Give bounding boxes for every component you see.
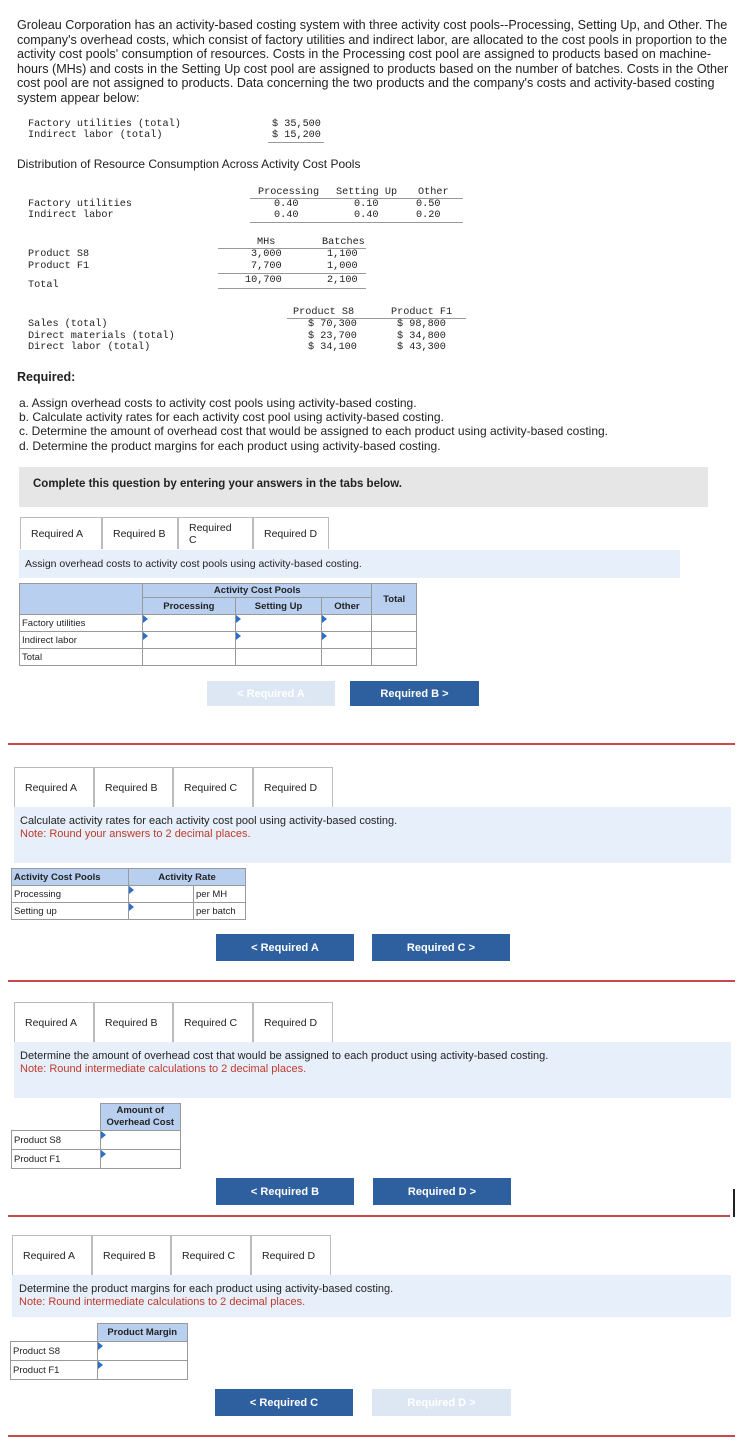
cell-total-setting-up xyxy=(235,649,322,666)
instruction-panel-d xyxy=(12,1275,731,1317)
scroll-edge-mark xyxy=(733,1189,735,1217)
table-c-row-label: Product S8 xyxy=(12,1131,101,1150)
act-cell: 1,100 xyxy=(327,249,358,260)
table-b-row-label: Setting up xyxy=(12,903,129,920)
table-c-row-label: Product F1 xyxy=(12,1150,101,1169)
dist-cell: 0.40 xyxy=(274,210,299,221)
instruction-text-b: Calculate activity rates for each activity cost pool using activity-based costing. xyxy=(20,815,398,827)
dist-cell: 0.40 xyxy=(274,199,299,210)
required-item-b: b. Calculate activity rates for each activity cost pool using activity-based costing. xyxy=(19,410,444,425)
input-labor-other[interactable] xyxy=(322,632,372,649)
dist-header-other: Other xyxy=(418,187,449,198)
table-a-row-label: Indirect labor xyxy=(20,632,143,649)
prev-button-d[interactable]: < Required C xyxy=(215,1389,353,1416)
prod-row-label: Direct materials (total) xyxy=(28,331,175,342)
required-item-d: d. Determine the product margins for each product using activity-based costing. xyxy=(19,438,441,453)
section-divider xyxy=(8,1435,735,1437)
totals-label-1: Factory utilities (total) xyxy=(28,119,181,130)
required-item-c: c. Determine the amount of overhead cost that would be assigned to each product using activity-based costing. xyxy=(19,424,609,439)
table-c-header-line1: Amount of xyxy=(116,1105,164,1116)
table-a-header-other: Other xyxy=(322,598,372,615)
prod-cell: $ 98,800 xyxy=(397,319,446,330)
act-cell: 3,000 xyxy=(251,249,282,260)
tab-required-c[interactable]: Required C xyxy=(173,1002,253,1042)
instruction-panel-a xyxy=(19,550,680,578)
input-labor-processing[interactable] xyxy=(143,632,236,649)
tab-row-c xyxy=(14,1002,333,1042)
tab-required-a[interactable]: Required A xyxy=(12,1235,92,1275)
input-overhead-f1[interactable] xyxy=(100,1150,181,1169)
prev-button-b[interactable]: < Required A xyxy=(216,934,354,961)
input-overhead-s8[interactable] xyxy=(100,1131,181,1150)
table-d-row-label: Product F1 xyxy=(11,1361,98,1380)
table-b-header-pools: Activity Cost Pools xyxy=(12,869,129,886)
distribution-title: Distribution of Resource Consumption Across Activity Cost Pools xyxy=(17,157,361,171)
section-divider xyxy=(8,1215,730,1217)
input-utilities-processing[interactable] xyxy=(143,615,236,632)
instructions-banner xyxy=(19,467,708,507)
table-a-corner xyxy=(20,584,143,615)
problem-intro: Groleau Corporation has an activity-based costing system with three activity cost pools--Processing, Setting Up, and Other. The company's overhead costs, which consist of factory utilities and indirect labor, are allocated to the cost pools in proportion to the activity cost pools' consumption of resources. Costs in the Processing cost pool are assigned to products based on machine-hours (MHs) and costs in the Setting Up cost pool are assigned to products based on the number of batches. Costs in the Other cost pool are not assigned to products. Data concerning the two products and the company's costs and activity-based costing system appear below: xyxy=(17,18,729,105)
input-margin-f1[interactable] xyxy=(97,1361,188,1380)
required-title: Required: xyxy=(17,370,76,384)
tab-required-d[interactable]: Required D xyxy=(253,1002,333,1042)
section-divider xyxy=(8,980,735,982)
table-a-header-setting-up: Setting Up xyxy=(235,598,322,615)
prod-header-f1: Product F1 xyxy=(391,307,453,318)
prev-button-c[interactable]: < Required B xyxy=(216,1178,354,1205)
dist-header-setting-up: Setting Up xyxy=(336,187,398,198)
instruction-panel-c xyxy=(14,1042,731,1098)
act-row-label: Total xyxy=(28,280,59,291)
act-cell: 2,100 xyxy=(327,275,358,286)
table-d xyxy=(10,1323,188,1380)
act-row-label: Product F1 xyxy=(28,261,90,272)
unit-per-mh: per MH xyxy=(194,886,246,903)
dist-cell: 0.20 xyxy=(416,210,441,221)
table-d-header: Product Margin xyxy=(97,1324,188,1342)
dist-cell: 0.50 xyxy=(416,199,441,210)
act-cell: 1,000 xyxy=(327,261,358,272)
prod-header-s8: Product S8 xyxy=(293,307,355,318)
totals-value-2: $ 15,200 xyxy=(272,130,321,141)
tab-required-d[interactable]: Required D xyxy=(253,517,329,549)
table-b-header-rate: Activity Rate xyxy=(129,869,246,886)
table-b-row-label: Processing xyxy=(12,886,129,903)
cell-labor-total xyxy=(372,632,417,649)
input-rate-processing[interactable] xyxy=(129,886,194,903)
tab-required-d[interactable]: Required D xyxy=(253,767,333,807)
cell-utilities-total xyxy=(372,615,417,632)
next-button-c[interactable]: Required D > xyxy=(373,1178,511,1205)
tab-required-c[interactable]: Required C xyxy=(173,767,253,807)
table-c-corner xyxy=(12,1104,101,1131)
tab-required-b[interactable]: Required B xyxy=(94,767,173,807)
tab-required-b[interactable]: Required B xyxy=(92,1235,171,1275)
table-a-header-processing: Processing xyxy=(143,598,236,615)
input-labor-setting-up[interactable] xyxy=(235,632,322,649)
prod-cell: $ 43,300 xyxy=(397,342,446,353)
act-cell: 7,700 xyxy=(251,261,282,272)
cell-total-other xyxy=(322,649,372,666)
prod-cell: $ 23,700 xyxy=(308,331,357,342)
tab-required-a[interactable]: Required A xyxy=(20,517,102,549)
table-a-header-total: Total xyxy=(372,584,417,615)
table-a-row-label: Total xyxy=(20,649,143,666)
table-a xyxy=(19,583,417,666)
cell-total-processing xyxy=(143,649,236,666)
instruction-text-d: Determine the product margins for each product using activity-based costing. xyxy=(19,1283,394,1295)
table-c-header xyxy=(100,1104,181,1131)
act-cell: 10,700 xyxy=(245,275,282,286)
table-a-row-label: Factory utilities xyxy=(20,615,143,632)
dist-cell: 0.40 xyxy=(354,210,379,221)
note-c: Note: Round intermediate calculations to 2 decimal places. xyxy=(20,1063,307,1075)
tab-row-b xyxy=(14,767,333,807)
tab-required-a[interactable]: Required A xyxy=(14,1002,94,1042)
tab-required-b[interactable]: Required B xyxy=(102,517,178,549)
act-header-batches: Batches xyxy=(322,237,365,248)
next-button-d-disabled[interactable]: Required D > xyxy=(372,1389,511,1416)
act-row-label: Product S8 xyxy=(28,249,90,260)
unit-per-batch: per batch xyxy=(194,903,246,920)
dist-cell: 0.10 xyxy=(354,199,379,210)
tab-required-c[interactable]: Required C xyxy=(171,1235,251,1275)
tab-required-c[interactable]: Required C xyxy=(178,517,253,549)
section-divider xyxy=(8,743,735,745)
instruction-text-c: Determine the amount of overhead cost that would be assigned to each product using activity-based costing. xyxy=(20,1050,549,1062)
banner-text: Complete this question by entering your answers in the tabs below. xyxy=(33,478,402,490)
table-d-corner xyxy=(11,1324,98,1342)
table-c xyxy=(11,1103,181,1169)
tab-required-b[interactable]: Required B xyxy=(94,1002,173,1042)
dist-header-processing: Processing xyxy=(258,187,320,198)
dist-row-label: Factory utilities xyxy=(28,199,132,210)
totals-label-2: Indirect labor (total) xyxy=(28,130,163,141)
prod-cell: $ 34,100 xyxy=(308,342,357,353)
input-utilities-other[interactable] xyxy=(322,615,372,632)
tab-required-d[interactable]: Required D xyxy=(251,1235,331,1275)
prod-row-label: Direct labor (total) xyxy=(28,342,151,353)
input-rate-setting-up[interactable] xyxy=(129,903,194,920)
input-margin-s8[interactable] xyxy=(97,1342,188,1361)
tab-row-a xyxy=(20,517,329,549)
totals-value-1: $ 35,500 xyxy=(272,119,321,130)
prod-row-label: Sales (total) xyxy=(28,319,108,330)
dist-row-label: Indirect labor xyxy=(28,210,114,221)
table-b xyxy=(11,868,246,920)
prod-cell: $ 34,800 xyxy=(397,331,446,342)
note-b: Note: Round your answers to 2 decimal places. xyxy=(20,828,251,840)
next-button-a[interactable]: Required B > xyxy=(350,681,479,706)
instruction-text-a: Assign overhead costs to activity cost pools using activity-based costing. xyxy=(25,558,362,570)
instruction-panel-b xyxy=(14,807,731,863)
tab-row-d xyxy=(12,1235,331,1275)
table-d-row-label: Product S8 xyxy=(11,1342,98,1361)
act-header-mhs: MHs xyxy=(257,237,276,248)
tab-required-a[interactable]: Required A xyxy=(14,767,94,807)
prod-cell: $ 70,300 xyxy=(308,319,357,330)
input-utilities-setting-up[interactable] xyxy=(235,615,322,632)
note-d: Note: Round intermediate calculations to 2 decimal places. xyxy=(19,1296,306,1308)
required-item-a: a. Assign overhead costs to activity cost pools using activity-based costing. xyxy=(19,396,417,410)
next-button-b[interactable]: Required C > xyxy=(372,934,510,961)
table-a-group-header: Activity Cost Pools xyxy=(143,584,372,598)
prev-button-a[interactable]: < Required A xyxy=(207,681,335,706)
cell-grand-total xyxy=(372,649,417,666)
table-c-header-line2: Overhead Cost xyxy=(106,1117,175,1128)
